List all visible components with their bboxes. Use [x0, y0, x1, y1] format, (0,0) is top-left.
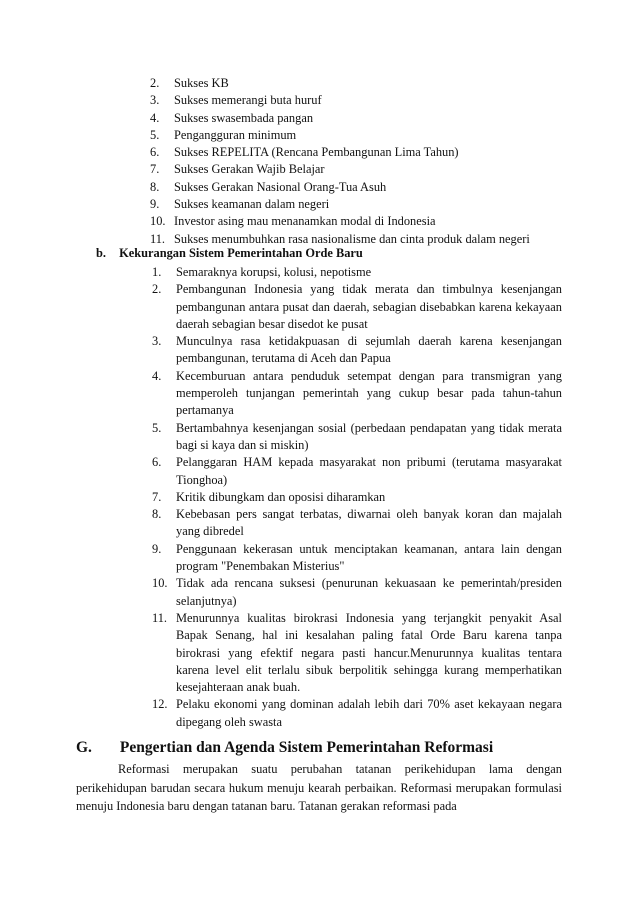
section-heading [76, 738, 493, 758]
list-item-text: Sukses memerangi buta huruf [174, 93, 322, 108]
subheading-label: b. [96, 246, 106, 260]
achievement-item [150, 196, 560, 213]
reformasi-paragraph: Reformasi merupakan suatu perubahan tatanan perikehidupan lama dengan perikehidupan barudan secara hukum menuju kearah perbaikan. Reformasi merupakan formulasi menuju Indonesia baru dengan tatanan baru. Tatanan gerakan reformasi pada [76, 762, 562, 813]
section-label: G. [76, 739, 92, 756]
weakness-item [152, 575, 562, 610]
list-item-number: 8. [150, 179, 160, 194]
list-item-number: 5. [150, 127, 160, 142]
weakness-item [152, 506, 562, 541]
weakness-item [152, 368, 562, 420]
weakness-item [152, 420, 562, 455]
achievement-item [150, 179, 560, 196]
list-item-number: 6. [150, 145, 160, 160]
list-item-number: 10. [152, 576, 168, 591]
weakness-item [152, 264, 562, 281]
weaknesses-list [152, 264, 562, 731]
weakness-item [152, 610, 562, 696]
list-item-text: Semaraknya korupsi, kolusi, nepotisme [176, 265, 372, 279]
list-item-number: 2. [150, 76, 160, 90]
list-item-text: Pembangunan Indonesia yang tidak merata dan timbulnya kesenjangan pembangunan antara pusat dan daerah, sebagian disebabkan karena kekayaan daerah sebagian besar disedot ke pusat [176, 282, 562, 331]
achievements-list [150, 75, 560, 248]
list-item-text: Tidak ada rencana suksesi (penurunan kekuasaan ke pemerintah/presiden selanjutnya) [176, 576, 562, 608]
list-item-text: Sukses swasembada pangan [174, 110, 314, 125]
list-item-number: 3. [152, 334, 162, 349]
achievement-item [150, 127, 560, 144]
list-item-text: Kebebasan pers sangat terbatas, diwarnai oleh banyak koran dan majalah yang dibredel [176, 507, 562, 539]
weakness-item [152, 696, 562, 731]
list-item-number: 8. [152, 507, 162, 522]
list-item-text: Kecemburuan antara penduduk setempat dengan para transmigran yang memperoleh tunjangan pemerintah yang cukup besar pada tahun-tahun pertamanya [176, 368, 562, 418]
weakness-item [152, 489, 562, 506]
list-item-text: Pelanggaran HAM kepada masyarakat non pribumi (terutama masyarakat Tionghoa) [176, 455, 562, 487]
list-item-number: 4. [152, 368, 162, 383]
list-item-number: 9. [150, 197, 160, 212]
list-item-number: 5. [152, 420, 162, 435]
achievement-item [150, 110, 560, 127]
weakness-item [152, 454, 562, 489]
list-item-number: 11. [152, 610, 168, 625]
subheading-weaknesses [96, 245, 363, 262]
list-item-number: 11. [150, 231, 166, 246]
achievement-item [150, 161, 560, 178]
list-item-number: 10. [150, 214, 166, 229]
subheading-title: Kekurangan Sistem Pemerintahan Orde Baru [119, 246, 363, 260]
section-title: Pengertian dan Agenda Sistem Pemerintahan Reformasi [119, 739, 494, 756]
list-item-text: Sukses Gerakan Wajib Belajar [174, 162, 325, 177]
list-item-text: Penggunaan kekerasan untuk menciptakan keamanan, antara lain dengan program "Penembakan Misterius" [176, 541, 562, 574]
list-item-text: Munculnya rasa ketidakpuasan di sejumlah daerah karena kesenjangan pembangunan, terutama di Aceh dan Papua [176, 334, 562, 366]
list-item-number: 1. [152, 265, 162, 279]
achievement-item [150, 213, 560, 230]
list-item-number: 9. [152, 541, 162, 556]
weakness-item [152, 541, 562, 576]
list-item-text: Sukses Gerakan Nasional Orang-Tua Asuh [174, 179, 387, 194]
list-item-text: Sukses REPELITA (Rencana Pembangunan Lima Tahun) [174, 145, 459, 160]
list-item-number: 3. [150, 93, 160, 108]
list-item-text: Bertambahnya kesenjangan sosial (perbedaan pendapatan yang tidak merata bagi si kaya dan si miskin) [176, 420, 562, 452]
list-item-number: 6. [152, 455, 162, 470]
list-item-text: Sukses menumbuhkan rasa nasionalisme dan cinta produk dalam negeri [174, 231, 530, 246]
list-item-number: 2. [152, 282, 162, 297]
achievement-item [150, 92, 560, 109]
achievement-item [150, 144, 560, 161]
list-item-text: Kritik dibungkam dan oposisi diharamkan [176, 489, 386, 504]
list-item-number: 4. [150, 110, 160, 125]
list-item-text: Sukses KB [174, 76, 229, 90]
list-item-number: 12. [152, 697, 168, 712]
weakness-item [152, 281, 562, 333]
list-item-text: Menurunnya kualitas birokrasi Indonesia yang terjangkit penyakit Asal Bapak Senang, hal ini kesalahan paling fatal Orde Baru karena tanpa birokrasi yang efektif negara pasti hancur.Menurunnya kualitas tentara karena level elit terlalu sibuk berpolitik sehingga kurang memperhatikan kesejahteraan anak buah. [176, 610, 562, 695]
list-item-text: Sukses keamanan dalam negeri [174, 197, 330, 212]
list-item-text: Investor asing mau menanamkan modal di Indonesia [174, 214, 436, 229]
list-item-number: 7. [152, 489, 162, 504]
list-item-text: Pelaku ekonomi yang dominan adalah lebih dari 70% aset kekayaan negara dipegang oleh swasta [176, 697, 562, 729]
weakness-item [152, 333, 562, 368]
list-item-text: Pengangguran minimum [174, 127, 297, 142]
achievement-item [150, 75, 560, 92]
list-item-number: 7. [150, 162, 160, 177]
